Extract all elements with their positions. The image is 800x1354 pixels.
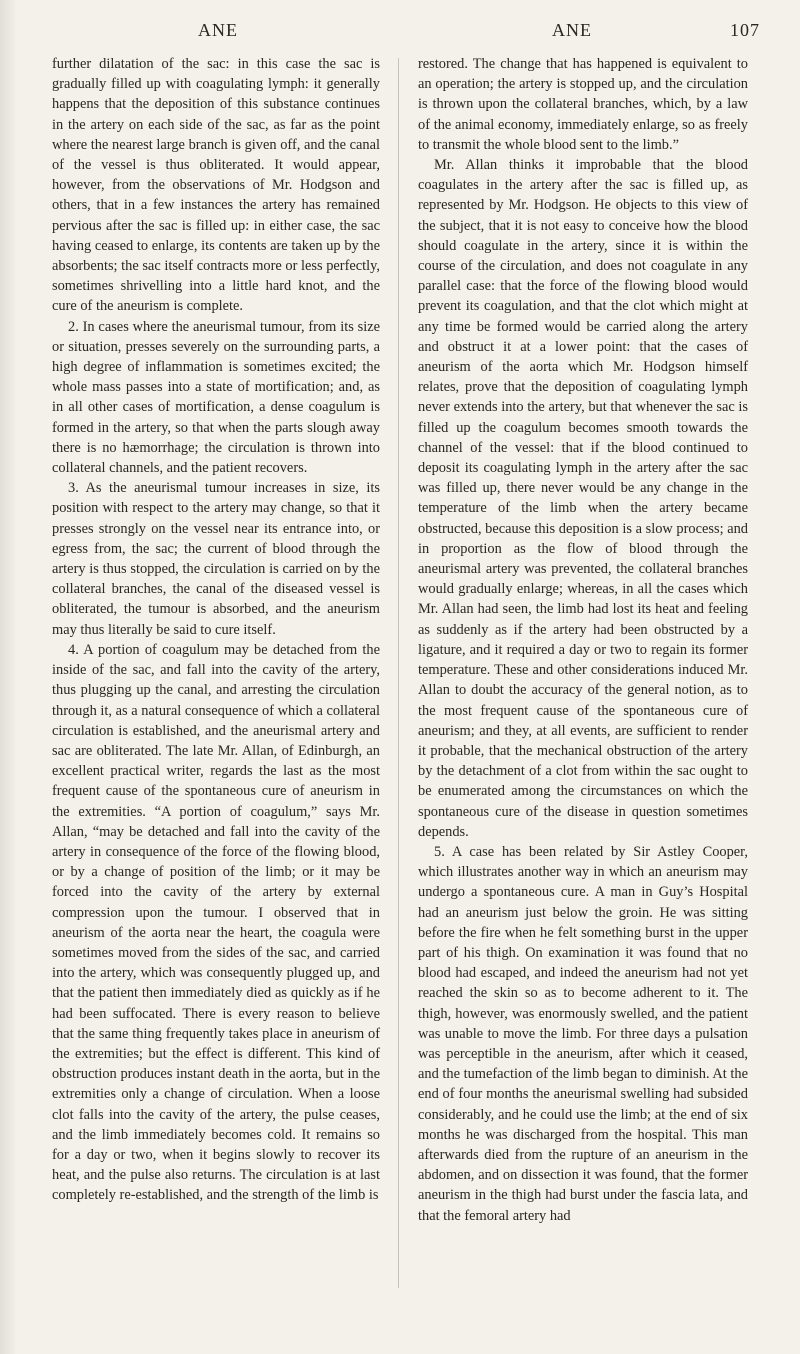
running-head-left: ANE [198,20,238,40]
page-edge-shadow [0,0,18,1354]
paragraph: 2. In cases where the aneurismal tumour, from its size or situation, presses severely on the surrounding parts, a high degree of inflammation is sometimes excited; the whole mass passes into a state of mortification; and, as in all other cases of mortification, a dense coagulum is formed in the artery, so that when the parts slough away there is no hæmorrhage; the circulation is thrown into collateral channels, and the patient recovers. [52,318,380,477]
paragraph: further dilatation of the sac: in this case the sac is gradually filled up with coagulating lymph: it generally happens that the deposition of this substance continues in the artery on each side of the sac, as far as the point where the nearest large branch is given off, and the canal of the vessel is thus obliterated. It would appear, however, from the observations of Mr. Hodgson and others, that in a few instances the artery has remained pervious after the sac is filled up: in either case, the sac having ceased to enlarge, its contents are taken up by the absorbents; the sac itself contracts more or less perfectly, sometimes shrivelling into a little hard knot, and the cure of the aneurism is complete. [52,56,380,315]
page-number: 107 [730,20,760,40]
left-column [52,54,380,1206]
right-column [418,54,748,1226]
paragraph: 4. A portion of coagulum may be detached from the inside of the sac, and fall into the cavity of the artery, thus plugging up the canal, and arresting the circulation through it, as a natural consequence of which a collateral circulation is established, and the aneurismal artery and sac are obliterated. The late Mr. Allan, of Edinburgh, an excellent practical writer, regards the last as the most frequent cause of the spontaneous cure of aneurism in the extremities. “A portion of coagulum,” says Mr. Allan, “may be detached and fall into the cavity of the artery in consequence of the force of the flowing blood, or by a change of position of the limb; or it may be forced into the cavity of the artery by external compression upon the tumour. I observed that in aneurism of the aorta near the heart, the coagula were sometimes moved from the sides of the sac, and carried into the artery, which was consequently plugged up, and that the patient then immediately died as quickly as if he had been suffocated. There is every reason to believe that the same thing frequently takes place in aneurism of the extremities; but the effect is different. This kind of obstruction produces instant death in the aorta, but in the extremities only a change of circulation. When a loose clot falls into the cavity of the artery, the pulse ceases, and the limb immediately becomes cold. It remains so for a day or two, when it begins slowly to recover its heat, and the pulse also returns. The circulation is at last completely re-established, and the strength of the limb is [52,641,380,1204]
paragraph: 3. As the aneurismal tumour increases in size, its position with respect to the artery may change, so that it presses strongly on the vessel near its entrance into, or egress from, the sac; the current of blood through the artery is thus stopped, the circulation is carried on by the collateral branches, the canal of the diseased vessel is obliterated, the tumour is absorbed, and the aneurism may thus literally be said to cure itself. [52,480,380,638]
paragraph: 5. A case has been related by Sir Astley Cooper, which illustrates another way in which an aneurism may undergo a spontaneous cure. A man in Guy’s Hospital had an aneurism just below the groin. He was sitting before the fire when he felt something burst in the upper part of his thigh. On examination it was found that no blood had escaped, and indeed the aneurism had not yet reached the skin so as to become adherent to it. The thigh, however, was enormously swelled, and the patient was unable to move the limb. For three days a pulsation was perceptible in the aneurism, after which it ceased, and the tumefaction of the limb began to diminish. At the end of four months the aneurismal swelling had subsided considerably, and he could use the limb; at the end of six months he was discharged from the hospital. This man afterwards died from the rupture of an aneurism in the abdomen, and on dissection it was found, that the former aneurism in the thigh had burst under the fascia lata, and that the femoral artery had [418,843,748,1224]
column-divider [398,58,399,1288]
paragraph: Mr. Allan thinks it improbable that the blood coagulates in the artery after the sac is filled up, as represented by Mr. Hodgson. He objects to this view of the subject, that it is not easy to conceive how the blood should coagulate in the artery, since it is within the course of the circulation, and does not coagulate in any parallel case: that the force of the flowing blood would prevent its coagulation, and that the clot which might at any time be formed would be carried along the artery and obstruct it at a lower point: that the cases of aneurism of the aorta which Mr. Hodgson himself relates, prove that the deposition of coagulating lymph never extends into the artery, but that whenever the sac is filled up the coagulum becomes smooth towards the channel of the vessel: that if the blood continued to deposit its coagulating lymph in the artery after the sac was filled up, there never would be any change in the temperature of the limb when the artery became obstructed, because this deposition is a slow process; and in proportion as the flow of blood through the aneurismal artery was prevented, the collateral branches would gradually enlarge; whereas, in all the cases which Mr. Allan had seen, the limb had lost its heat and feeling as suddenly as if the artery had been obstructed by a ligature, and it required a day or two to regain its former temperature. These and other considerations induced Mr. Allan to doubt the accuracy of the general notion, as to the most frequent cause of the spontaneous cure of aneurism; and they, at all events, are sufficient to render it probable, that the mechanical obstruction of the artery by the detachment of a clot from within the sac ought to be enumerated among the circumstances on which the spontaneous cure of the disease in question sometimes depends. [418,157,748,840]
paragraph: restored. The change that has happened is equivalent to an operation; the artery is stopped up, and the circulation is thrown upon the collateral branches, which, by a law of the animal economy, immediately enlarge, so as freely to transmit the whole blood sent to the limb.” [418,56,748,153]
running-head-right: ANE [552,20,592,40]
